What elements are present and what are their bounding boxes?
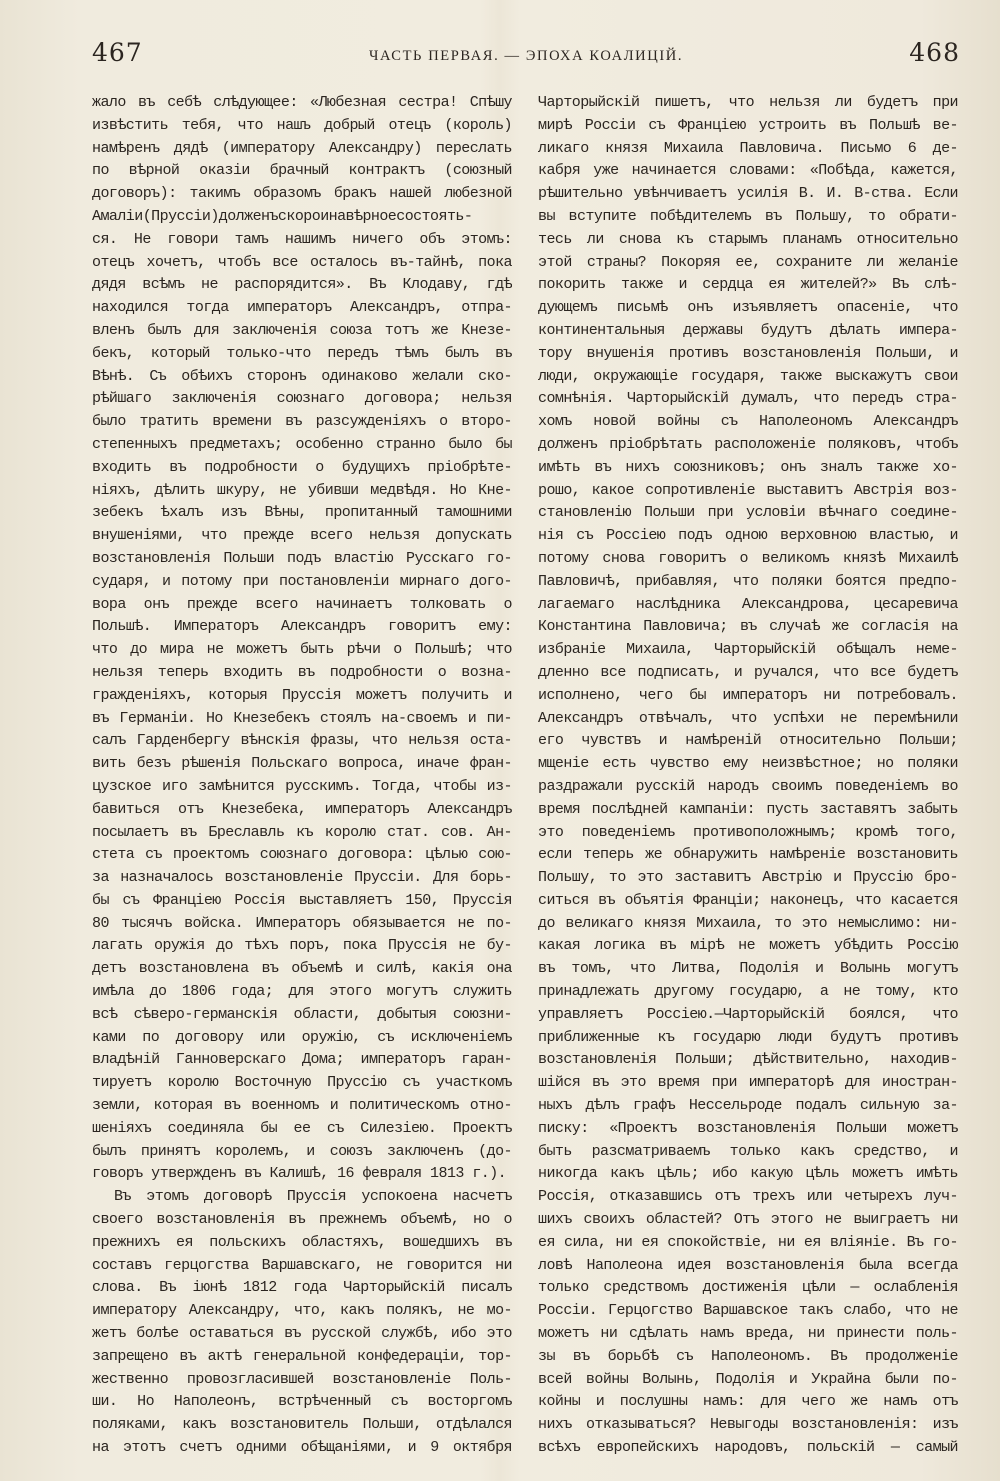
text-line: слова. Въ іюнѣ 1812 года Чарторыйскій писалъ	[92, 1279, 512, 1297]
text-line: ситься въ объятія Франціи; наконецъ, что касается	[538, 891, 958, 909]
text-line: вленъ былъ для заключенія союза тотъ же Кнезе-	[92, 321, 512, 339]
text-line: ликаго князя Михаила Павловича. Письмо 6 де-	[538, 139, 958, 157]
text-line: сударя, и потому при постановленіи мирнаго дого-	[92, 572, 512, 590]
text-line: находился тогда императоръ Александръ, отпра-	[92, 299, 512, 317]
text-line: былъ принятъ королемъ, и союзъ заключенъ (до-	[92, 1142, 512, 1160]
text-line: имѣла до 1806 года; для этого могутъ служить	[92, 983, 512, 1001]
text-line: приближенные къ государю люди будутъ противъ	[538, 1028, 958, 1046]
text-line: долженъ пріобрѣтать расположеніе поляковъ, чтобъ	[538, 435, 958, 453]
text-line: намѣренъ дядѣ (императору Александру) переслать	[92, 139, 512, 157]
text-line: жало въ себѣ слѣдующее: «Любезная сестра! Спѣшу	[92, 94, 512, 111]
text-line: люди, окружающіе государя, также выскажутъ свои	[538, 367, 958, 385]
text-line: Павловичѣ, прибавляя, что поляки боятся предпо-	[538, 572, 958, 590]
text-line: договоръ): такимъ образомъ бракъ нашей любезной	[92, 185, 512, 203]
text-line: возстановленія Польши подъ властію Русскаго го-	[92, 549, 512, 567]
text-line: гражденіяхъ, которыя Пруссія можетъ получить и	[92, 686, 512, 704]
text-line: посылаетъ въ Бреславль къ королю стат. сов. Ан-	[92, 823, 512, 841]
text-line: извѣстить тебя, что нашъ добрый отецъ (король)	[92, 116, 512, 134]
text-line: хомъ новой войны съ Наполеономъ Александръ	[538, 413, 958, 431]
text-line: было тратить времени въ разсужденіяхъ о второ-	[92, 413, 512, 431]
text-line: сомнѣнія. Чарторыйскій думалъ, что передъ стра-	[538, 390, 958, 408]
text-line: нельзя теперь входить въ подробности о возна-	[92, 663, 512, 681]
text-line: степенныхъ предметахъ; особенно странно было бы	[92, 435, 512, 453]
text-line: быть разсматриваемъ только какъ средство, и	[538, 1142, 958, 1160]
text-line: дующемъ письмѣ онъ изъявляетъ опасеніе, что	[538, 299, 958, 317]
text-line: писку: «Проектъ возстановленія Польши можетъ	[538, 1119, 958, 1137]
text-line: раздражали русскій народъ своимъ поведеніемъ во	[538, 777, 958, 795]
text-line: никогда какъ цѣль; ибо какую цѣль можетъ имѣть	[538, 1165, 958, 1183]
text-line: своего возстановленія въ прежнемъ объемѣ, но о	[92, 1211, 512, 1229]
text-line: земли, которая въ военномъ и политическомъ отно-	[92, 1097, 512, 1115]
text-line: рѣшительно увѣнчиваетъ усилія В. И. В-ства. Если	[538, 185, 958, 203]
text-line: бавиться отъ Кнезебека, императоръ Александръ	[92, 800, 512, 818]
text-line: вить безъ рѣшенія Польскаго вопроса, иначе фран-	[92, 755, 512, 773]
text-line: цузское иго замѣнится русскимъ. Тогда, чтобы из-	[92, 777, 512, 795]
text-line: жественно провозгласившей возстановленіе Поль-	[92, 1370, 512, 1388]
text-line: ныхъ дѣлъ графъ Нессельроде подалъ сильную за-	[538, 1097, 958, 1115]
text-line: избраніе Михаила, Чарторыйскій обѣщалъ неме-	[538, 641, 958, 659]
text-line: тору внушенія противъ возстановленія Польши, и	[538, 344, 958, 362]
text-line: запрещено въ актѣ генеральной конфедераціи, тор-	[92, 1347, 512, 1365]
text-line: зы въ борьбѣ съ Наполеономъ. Въ продолженіе	[538, 1347, 958, 1365]
text-line: ловѣ Наполеона идея возстановленія была всегда	[538, 1256, 958, 1274]
text-line: до великаго князя Михаила, то это немыслимо: ни-	[538, 914, 958, 932]
left-column	[92, 92, 512, 1460]
running-title: ЧАСТЬ ПЕРВАЯ. — ЭПОХА КОАЛИЦІЙ.	[368, 48, 684, 64]
text-line: можетъ ни сдѣлать намъ вреда, ни принести поль-	[538, 1325, 958, 1343]
text-line: составъ герцогства Варшавскаго, не говорится ни	[92, 1256, 512, 1274]
text-line: Амаліи(Пруссіи)долженъскороинавѣрноесостоять-	[92, 207, 473, 225]
text-line: рошо, какое сопротивленіе выставитъ Австрія воз-	[538, 481, 958, 499]
text-line: шійся въ это время при императорѣ для иностран-	[538, 1074, 958, 1092]
text-line: покорить также и сердца ея жителей?» Въ слѣ-	[538, 276, 958, 294]
text-line: принадлежать другому государю, а не тому, кто	[538, 983, 958, 1001]
page-header	[92, 38, 960, 78]
text-line: входить въ подробности о будущихъ пріобрѣте-	[92, 458, 512, 476]
text-line: рѣйшаго заключенія союзнаго договора; нельзя	[92, 390, 512, 408]
text-line: лагаемаго наслѣдника Александрова, цесаревича	[538, 595, 958, 613]
text-line: въ томъ, что Литва, Подолія и Волынь могутъ	[538, 960, 958, 978]
text-line: континентальныя державы будутъ дѣлать импера-	[538, 321, 958, 339]
text-line: всѣ сѣверо-германскія области, добытыя союзни-	[92, 1005, 512, 1023]
text-line: Польшу, то это заставитъ Австрію и Пруссію бро-	[538, 869, 958, 887]
text-line: императору Александру, что, какъ полякъ, не мо-	[92, 1302, 512, 1320]
text-line: кабря уже начинается словами: «Побѣда, кажется,	[538, 162, 958, 180]
text-line: дленно все подписать, и ручался, что все будетъ	[538, 663, 958, 681]
text-line: всей войны Волынь, Подолія и Украйна были по-	[538, 1370, 958, 1388]
text-line: только средствомъ достиженія цѣли — ослабленія	[538, 1279, 958, 1297]
text-line: Александръ отвѣчалъ, что успѣхи не перемѣнили	[538, 709, 958, 727]
text-line: зебекъ ѣхалъ изъ Вѣны, пропитанный тамошними	[92, 504, 512, 522]
text-line: говоръ утвержденъ въ Калишѣ, 16 февраля 1813 г.).	[92, 1165, 507, 1183]
text-line: Польшѣ. Императоръ Александръ говоритъ ему:	[92, 618, 512, 636]
page-number-left: 467	[92, 38, 143, 67]
text-line: прежнихъ ея польскихъ областяхъ, вошедшихъ въ	[92, 1233, 512, 1251]
text-line: Вѣнѣ. Съ обѣихъ сторонъ одинаково желали ско-	[92, 367, 512, 385]
text-line: вы вступите побѣдителемъ въ Польшу, то обрати-	[538, 207, 958, 225]
text-line: детъ возстановлена въ объемѣ и силѣ, какія она	[92, 960, 512, 978]
text-line: дядя всѣмъ не распорядится». Въ Клодаву, гдѣ	[92, 276, 512, 294]
text-line: стета съ проектомъ союзнаго договора: цѣлью сою-	[92, 846, 512, 864]
text-line: владѣній Ганноверскаго Дома; императоръ гаран-	[92, 1051, 512, 1069]
text-line: ши. Но Наполеонъ, встрѣченный съ восторгомъ	[92, 1393, 512, 1411]
text-line: Россіи. Герцогство Варшавское такъ слабо, что не	[538, 1302, 958, 1320]
text-line: Чарторыйскій пишетъ, что нельзя ли будетъ при	[538, 94, 958, 111]
text-line: въ Германіи. Но Кнезебекъ стоялъ на-своемъ и пи-	[92, 709, 512, 727]
text-line: жетъ болѣе оставаться въ русской службѣ, ибо это	[92, 1325, 512, 1343]
text-line: ніяхъ, дѣлить шкуру, не убивши медвѣдя. Но Кне-	[92, 481, 512, 499]
text-line: бы съ Франціею Россія выставляетъ 150, Пруссія	[92, 891, 512, 909]
text-line: всѣхъ европейскихъ народовъ, польскій — самый	[538, 1439, 958, 1457]
right-column	[538, 92, 958, 1460]
text-line: какая логика въ мірѣ не можетъ убѣдить Россію	[538, 937, 958, 955]
text-line: на этотъ счетъ одними обѣщаніями, и 9 октября	[92, 1439, 512, 1457]
text-line: 80 тысячъ войска. Императоръ обязывается не по-	[92, 914, 512, 932]
text-line: по вѣрной оказіи брачный контрактъ (союзный	[92, 162, 512, 180]
text-line: Константина Павловича; въ случаѣ же согласія на	[538, 618, 958, 636]
text-line: если теперь же обнаружить намѣреніе возстановить	[538, 846, 958, 864]
text-line: вора онъ прежде всего начинаетъ толковать о	[92, 595, 512, 613]
text-line: бекъ, который только-что передъ тѣмъ былъ въ	[92, 344, 512, 362]
text-line: салъ Гарденбергу вѣнскія фразы, что нельзя оста-	[92, 732, 512, 750]
text-line: становленію Польши при условіи вѣчнаго соедине-	[538, 504, 958, 522]
text-line: за назначалось возстановленіе Пруссіи. Для борь-	[92, 869, 512, 887]
text-line: лагать оружія до тѣхъ поръ, пока Пруссія не бу-	[92, 937, 512, 955]
text-line: Въ этомъ договорѣ Пруссія успокоена насчетъ	[114, 1188, 512, 1206]
text-line: Россія, отказавшись отъ трехъ или четырехъ луч-	[538, 1188, 958, 1206]
page-number-right: 468	[909, 38, 960, 67]
text-line: тесь ли снова къ старымъ планамъ относительно	[538, 230, 958, 248]
text-line: потому снова говоритъ о великомъ князѣ Михаилѣ	[538, 549, 958, 567]
text-line: ея сила, ни ея спокойствіе, ни ея вліяніе. Въ го-	[538, 1233, 958, 1251]
text-line: внушеніями, что прежде всего нельзя допускать	[92, 527, 512, 545]
text-line: время послѣдней кампаніи: пусть заставятъ забыть	[538, 800, 958, 818]
text-line: это поведеніемъ противоположнымъ; кромѣ того,	[538, 823, 958, 841]
text-line: что до мира не можетъ быть рѣчи о Польшѣ; что	[92, 641, 512, 659]
text-line: койны и послушны намъ: для чего же намъ отъ	[538, 1393, 958, 1411]
text-line: поляками, какъ возстановитель Польши, отдѣлался	[92, 1416, 512, 1434]
text-line: исполнено, чего бы императоръ ни потребовалъ.	[538, 686, 958, 704]
text-line: управляетъ Россіею.—Чарторыйскій боялся, что	[538, 1005, 958, 1023]
text-line: мирѣ Россіи съ Франціею устроить въ Польшѣ ве-	[538, 116, 958, 134]
text-line: шихъ своихъ областей? Отъ этого не выиграетъ ни	[538, 1211, 958, 1229]
text-line: этой страны? Покоряя ее, сохраните ли желаніе	[538, 253, 958, 271]
text-line: ся. Не говори тамъ нашимъ ничего объ этомъ:	[92, 230, 512, 248]
text-line: тируетъ королю Восточную Пруссію съ участкомъ	[92, 1074, 512, 1092]
text-line: ками по договору или оружію, съ исключеніемъ	[92, 1028, 512, 1046]
text-line: нія съ Россіею подъ одною верховною властью, и	[538, 527, 958, 545]
text-line: возстановленія Польши; дѣйствительно, находив-	[538, 1051, 958, 1069]
text-line: отецъ хочетъ, чтобъ все осталось въ-тайнѣ, пока	[92, 253, 512, 271]
text-line: его чувствъ и намѣреній относительно Польши;	[538, 732, 958, 750]
text-line: шеніяхъ соединяла бы ее съ Силезіею. Проектъ	[92, 1119, 512, 1137]
text-line: имѣть въ нихъ союзниковъ; онъ зналъ также хо-	[538, 458, 958, 476]
text-line: мщеніе есть чувство ему неизвѣстное; но поляки	[538, 755, 958, 773]
text-line: нихъ отказываться? Невыгоды возстановленія: изъ	[538, 1416, 958, 1434]
